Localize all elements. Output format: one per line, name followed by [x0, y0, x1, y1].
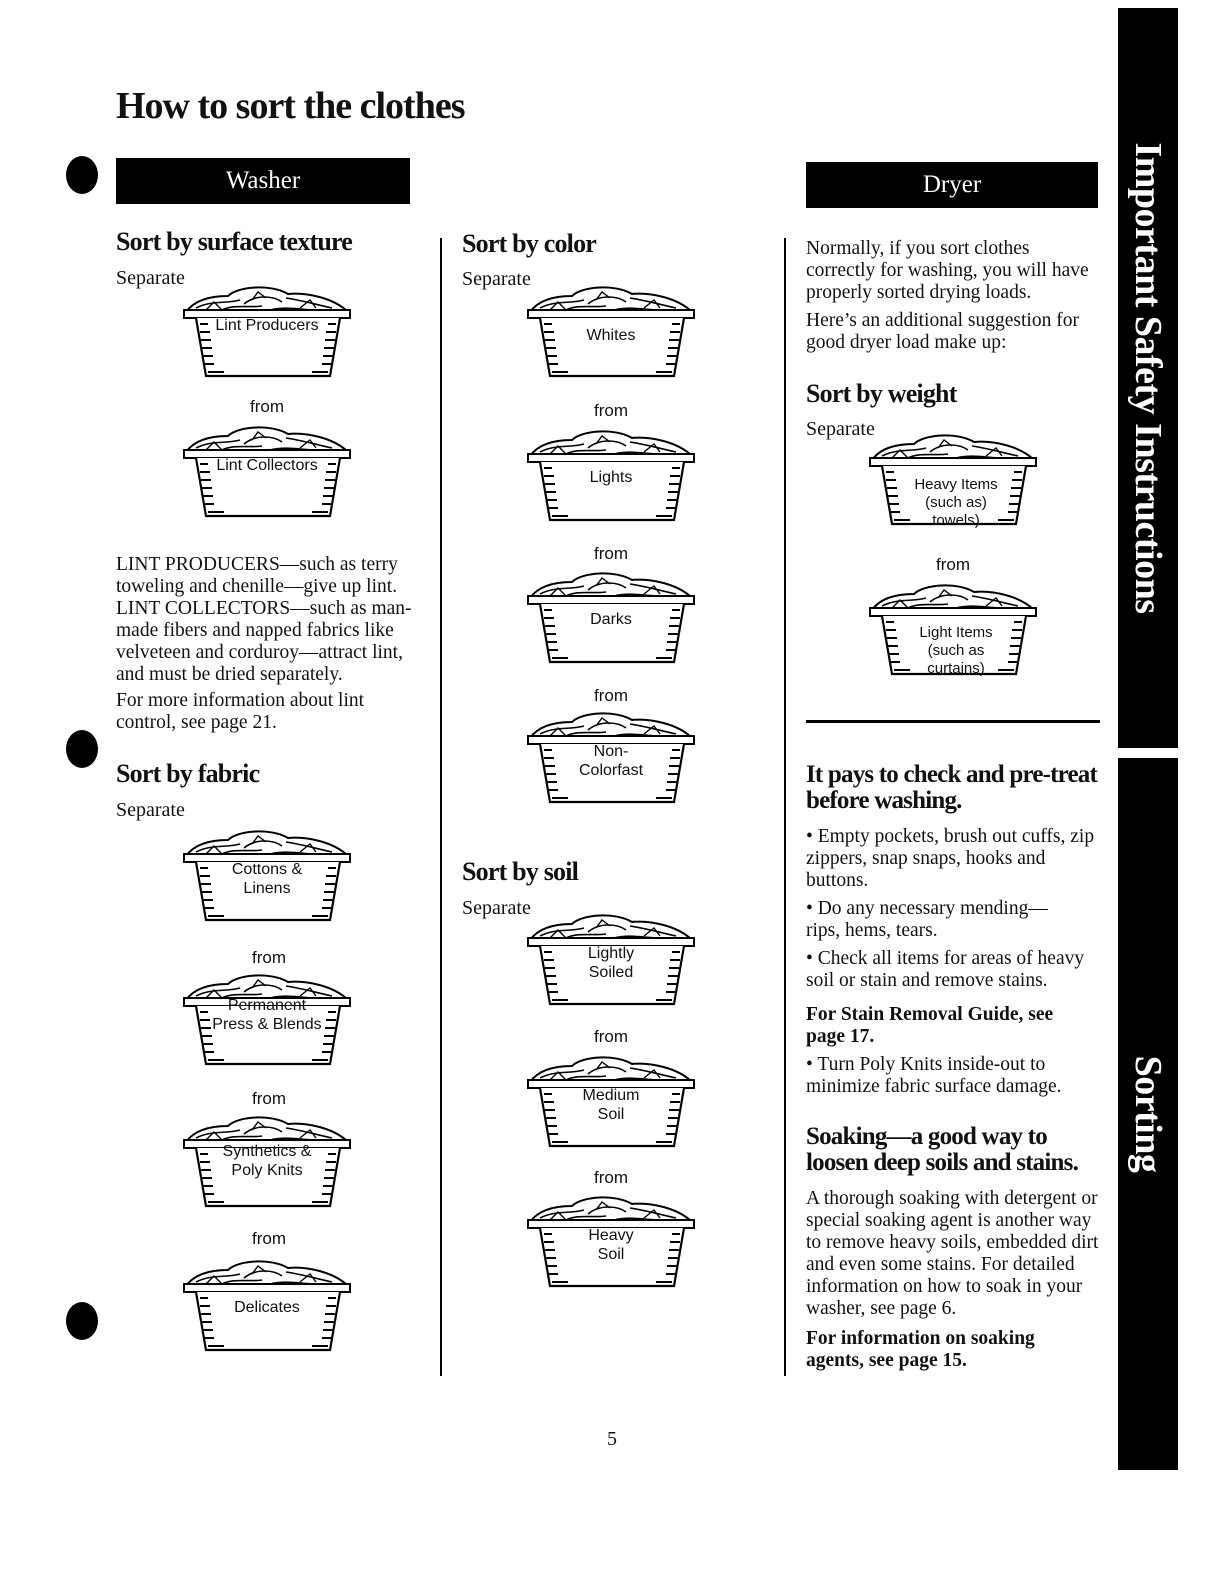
- from-label: from: [594, 1027, 628, 1046]
- heading-soaking: Soaking—a good way to loosen deep soils and stains.: [806, 1123, 1079, 1177]
- from-label: from: [252, 1089, 286, 1108]
- column-divider-right: [784, 238, 786, 1376]
- heading-sort-by-surface-texture: Sort by surface texture: [116, 227, 353, 256]
- label-separate: Separate: [462, 897, 531, 919]
- basket-label: Lint Collectors: [216, 457, 318, 474]
- basket-lint-collectors: [182, 426, 352, 520]
- heading-sort-by-fabric: Sort by fabric: [116, 759, 260, 788]
- lint-control-reference: For more information about lint control, see page 21.: [116, 690, 365, 733]
- label-separate: Separate: [116, 267, 185, 289]
- basket-cottons-linens: [182, 830, 352, 924]
- basket-label: Whites: [586, 327, 636, 344]
- lint-explanation: LINT PRODUCERS—such as terry toweling and chenille—give up lint. LINT COLLECTORS—such as man-made fibers and napped fabrics like velveteen and corduroy—attract lint, and must be dried separately.: [116, 554, 412, 685]
- basket-lint-producers: [182, 286, 352, 380]
- dryer-intro: Normally, if you sort clothes correctly for washing, you will have properly sorted drying loads.: [806, 238, 1089, 303]
- from-label: from: [250, 397, 284, 416]
- heading-sort-by-color: Sort by color: [462, 229, 597, 258]
- soaking-agents-reference: For information on soaking agents, see page 15.: [806, 1328, 1035, 1371]
- soaking-paragraph: A thorough soaking with detergent or special soaking agent is another way to remove heavy soils, embedded dirt and even some stains. For detailed information on how to soak in your washer, see page 6.: [806, 1188, 1099, 1319]
- heading-sort-by-soil: Sort by soil: [462, 857, 579, 886]
- basket-permanent-press-blends: [182, 974, 352, 1068]
- section-divider: [806, 720, 1100, 723]
- basket-lightly-soiled: [526, 914, 696, 1008]
- column-divider-left: [440, 238, 442, 1376]
- from-label: from: [594, 1168, 628, 1187]
- from-label: from: [936, 555, 970, 574]
- basket-light-items: [868, 584, 1038, 678]
- from-label: from: [594, 686, 628, 705]
- from-label: from: [594, 544, 628, 563]
- basket-delicates: [182, 1260, 352, 1354]
- pretreat-bullet-stains: • Check all items for areas of heavy soil or stain and remove stains.: [806, 948, 1085, 991]
- basket-label: Darks: [590, 611, 632, 628]
- dryer-header: Dryer: [806, 162, 1098, 208]
- basket-label: Non- Colorfast: [578, 743, 644, 779]
- basket-non-colorfast: [526, 712, 696, 806]
- basket-label: Medium Soil: [582, 1087, 640, 1123]
- pretreat-bullet-poly-knits: • Turn Poly Knits inside-out to minimize fabric surface damage.: [806, 1054, 1062, 1097]
- binder-hole-bottom: [66, 1302, 98, 1340]
- basket-label: Synthetics & Poly Knits: [222, 1143, 312, 1179]
- basket-label: Lights: [589, 469, 633, 486]
- basket-label: Delicates: [234, 1299, 300, 1316]
- washer-header: Washer: [116, 158, 410, 204]
- pretreat-bullet-mending: • Do any necessary mending— rips, hems, tears.: [806, 898, 1048, 941]
- basket-label: Heavy Soil: [588, 1227, 634, 1263]
- basket-label: Lint Producers: [215, 317, 319, 334]
- tab-sorting[interactable]: [1118, 758, 1178, 1470]
- basket-heavy-soil: [526, 1196, 696, 1290]
- page-number: 5: [607, 1428, 617, 1450]
- basket-label: Light Items (such as curtains): [919, 624, 993, 677]
- basket-label: Heavy Items (such as) towels): [914, 476, 998, 529]
- basket-lights: [526, 430, 696, 524]
- label-separate: Separate: [116, 799, 185, 821]
- binder-hole-middle: [66, 730, 98, 768]
- from-label: from: [252, 948, 286, 967]
- basket-label: Cottons & Linens: [231, 861, 303, 897]
- tab-label-sorting: Sorting: [1127, 1055, 1169, 1173]
- from-label: from: [594, 401, 628, 420]
- binder-hole-top: [66, 156, 98, 194]
- pretreat-bullet-pockets: • Empty pockets, brush out cuffs, zip zippers, snap snaps, hooks and buttons.: [806, 826, 1095, 891]
- tab-important-safety-instructions[interactable]: [1118, 8, 1178, 748]
- stain-removal-guide-reference: For Stain Removal Guide, see page 17.: [806, 1004, 1054, 1047]
- basket-medium-soil: [526, 1056, 696, 1150]
- tab-label-safety: Important Safety Instructions: [1127, 142, 1169, 614]
- basket-synthetics-poly-knits: [182, 1116, 352, 1210]
- basket-heavy-items: [868, 434, 1038, 528]
- label-separate: Separate: [462, 268, 531, 290]
- label-separate: Separate: [806, 418, 875, 440]
- basket-whites: [526, 286, 696, 380]
- basket-label: Permanent Press & Blends: [212, 997, 322, 1033]
- heading-check-and-pretreat: It pays to check and pre-treat before washing.: [806, 761, 1098, 815]
- heading-sort-by-weight: Sort by weight: [806, 379, 957, 408]
- basket-label: Lightly Soiled: [587, 945, 635, 981]
- from-label: from: [252, 1229, 286, 1248]
- page-title: How to sort the clothes: [116, 85, 465, 127]
- dryer-suggestion: Here’s an additional suggestion for good dryer load make up:: [806, 310, 1079, 353]
- basket-darks: [526, 572, 696, 666]
